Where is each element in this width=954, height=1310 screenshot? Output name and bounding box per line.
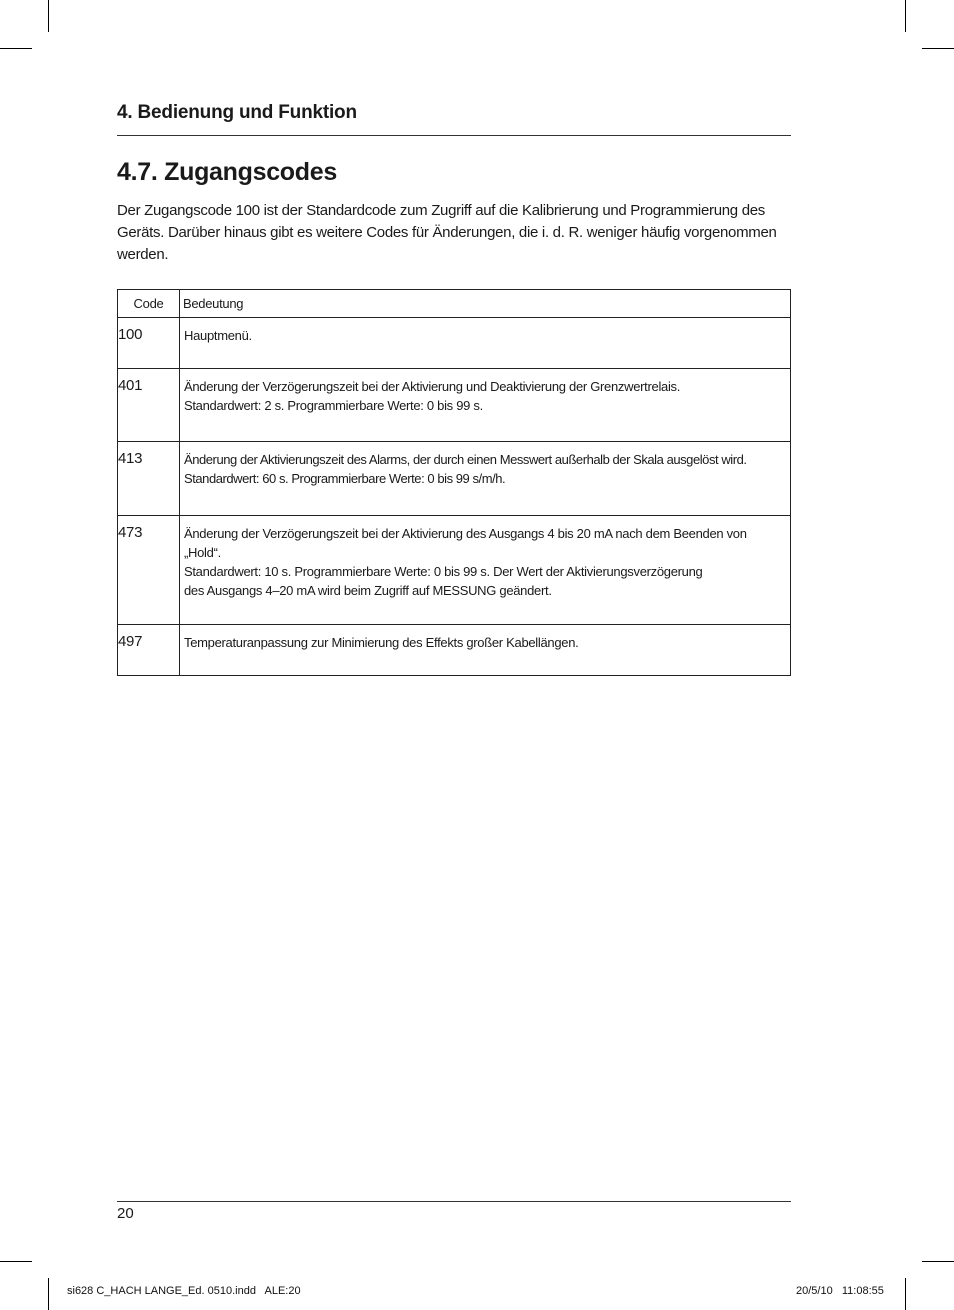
header-divider xyxy=(117,135,791,136)
print-slug-right: 20/5/10 11:08:55 xyxy=(796,1285,884,1297)
meaning-cell xyxy=(180,442,791,516)
crop-mark xyxy=(0,48,32,49)
table-header-row xyxy=(118,290,791,318)
meaning-cell xyxy=(180,625,791,676)
crop-mark xyxy=(48,1278,49,1310)
meaning-line: Änderung der Verzögerungszeit bei der Aktivierung des Ausgangs 4 bis 20 mA nach dem Beenden von „Hold“. xyxy=(184,526,747,560)
meaning-cell xyxy=(180,516,791,625)
chapter-heading: 4. Bedienung und Funktion xyxy=(117,102,357,123)
meaning-line: Hauptmenü. xyxy=(184,328,252,343)
table-row xyxy=(118,516,791,625)
column-header-meaning: Bedeutung xyxy=(180,290,791,318)
intro-paragraph: Der Zugangscode 100 ist der Standardcode zum Zugriff auf die Kalibrierung und Programmierung des Geräts. Darüber hinaus gibt es weitere Codes für Änderungen, die i. d. R. weniger häufig vorgenommen werden. xyxy=(117,202,777,263)
meaning-line: des Ausgangs 4–20 mA wird beim Zugriff auf MESSUNG geändert. xyxy=(184,583,552,598)
code-cell: 473 xyxy=(118,516,180,625)
crop-mark xyxy=(922,48,954,49)
meaning-line: Änderung der Aktivierungszeit des Alarms, der durch einen Messwert außerhalb der Skala ausgelöst wird. xyxy=(184,452,747,467)
code-cell: 413 xyxy=(118,442,180,516)
code-cell: 497 xyxy=(118,625,180,676)
meaning-line: Standardwert: 10 s. Programmierbare Werte: 0 bis 99 s. Der Wert der Aktivierungsverzögerung xyxy=(184,564,703,579)
crop-mark xyxy=(0,1261,32,1262)
crop-mark xyxy=(905,0,906,32)
crop-mark xyxy=(48,0,49,32)
meaning-cell xyxy=(180,369,791,442)
footer-divider xyxy=(117,1201,791,1202)
table-row xyxy=(118,318,791,369)
print-slug-left: si628 C_HACH LANGE_Ed. 0510.indd ALE:20 xyxy=(67,1285,301,1297)
crop-mark xyxy=(922,1261,954,1262)
page-number: 20 xyxy=(117,1205,134,1222)
access-codes-table xyxy=(117,289,791,676)
table-row xyxy=(118,369,791,442)
meaning-line: Standardwert: 60 s. Programmierbare Werte: 0 bis 99 s/m/h. xyxy=(184,471,506,486)
section-title: 4.7. Zugangscodes xyxy=(117,158,337,186)
table-row xyxy=(118,442,791,516)
meaning-line: Änderung der Verzögerungszeit bei der Aktivierung und Deaktivierung der Grenzwertrelais. xyxy=(184,379,681,394)
table-row xyxy=(118,625,791,676)
meaning-cell xyxy=(180,318,791,369)
meaning-line: Standardwert: 2 s. Programmierbare Werte: 0 bis 99 s. xyxy=(184,398,483,413)
code-cell: 100 xyxy=(118,318,180,369)
column-header-code: Code xyxy=(118,290,180,318)
crop-mark xyxy=(905,1278,906,1310)
code-cell: 401 xyxy=(118,369,180,442)
meaning-line: Temperaturanpassung zur Minimierung des Effekts großer Kabellängen. xyxy=(184,635,579,650)
